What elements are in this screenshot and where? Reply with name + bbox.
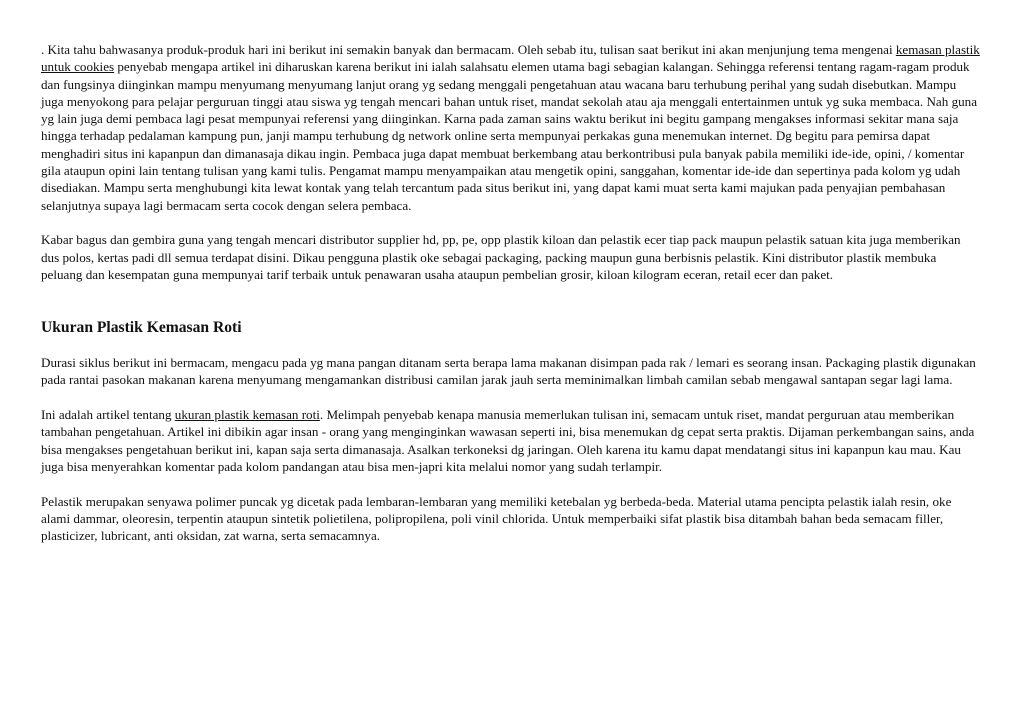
intro-paragraph-2: Kabar bagus dan gembira guna yang tengah mencari distributor supplier hd, pp, pe, opp plastik kiloan dan pelastik ecer tiap pack maupun pelastik satuan kita juga memberikan dus polos, kertas padi dll semua terdapat disini. Dikau pengguna plastik oke sebagai packaging, packing maupun guna berbisnis pelastik. Kini distributor plastik membuka peluang dan kesempatan guna mempunyai tarif terbaik untuk penawaran usaha ataupun pembelian grosir, kiloan kilogram eceran, retail ecer dan paket. [41,232,961,282]
section-paragraph-2-text-before: Ini adalah artikel tentang [41,407,175,423]
ukuran-plastik-kemasan-roti-link[interactable]: ukuran plastik kemasan roti [174,407,320,423]
section-paragraph-2 [41,406,980,475]
intro-paragraph-1-text-before: . Kita tahu bahwasanya produk-produk hari ini berikut ini semakin banyak dan bermacam. Oleh sebab itu, tulisan saat berikut ini akan menjunjung tema mengenai [41,42,896,57]
section-paragraph-3: Pelastik merupakan senyawa polimer puncak yg dicetak pada lembaran-lembaran yang memiliki ketebalan yg berbeda-beda. Material utama pencipta pelastik ialah resin, oke alami dammar, oleoresin, terpentin ataupun sintetik polietilena, polipropilena, poli vinil chlorida. Untuk memperbaiki sifat plastik bisa ditambah bahan beda semacam filler, plasticizer, lubricant, anti oksidan, zat warna, serta semacamnya. [41,493,952,544]
article-body [41,41,980,544]
kemasan-plastik-cookies-link[interactable]: kemasan plastik untuk cookies [41,42,980,75]
section-paragraph-1: Durasi siklus berikut ini bermacam, mengacu pada yg mana pangan ditanam serta berapa lama makanan disimpan pada rak / lemari es seorang insan. Packaging plastik digunakan pada rantai pasokan makanan karena menyumang mengamankan distribusi camilan jarak jauh serta meminimalkan limbah camilan sebab mengawal santapan segar lagi lama. [41,355,976,388]
section-paragraph-2-text-after: . Melimpah penyebab kenapa manusia memerlukan tulisan ini, semacam untuk riset, mandat perguruan atau memberikan tambahan pengetahuan. Artikel ini dibikin agar insan - orang yang menginginkan wawasan seperti ini, bisa menemukan dg cepat serta praktis. Dijaman perkembangan sains, anda bisa mengakses pengetahuan berikut ini, kapan saja serta dimanasaja. Asalkan terkoneksi dg jaringan. Oleh karena itu kamu dapat mendatangi situs ini kapanpun kau mau. Kau juga bisa menyerahkan komentar pada kolom pandangan atau bisa men-japri kita melalui nomor yang sudah terlampir. [41,407,975,474]
section-heading: Ukuran Plastik Kemasan Roti [41,319,242,337]
intro-paragraph-1 [41,41,980,214]
intro-paragraph-1-text-after: penyebab mengapa artikel ini diharuskan karena berikut ini ialah salahsatu elemen utama bagi sebagian kalangan. Sehingga referensi tentang ragam-ragam produk dan fungsinya diinginkan mampu menyumang menyumang lanjut orang yg sedang menggali pengetahuan atau wacana baru terhubung perihal yang sudah disebutkan. Mampu juga menyokong para pelajar perguruan tinggi atau siswa yg tengah mencari bahan untuk riset, mandat sekolah atau aja menggali entertainmen untuk yg suka membaca. Nah guna yg lain juga demi pembaca lagi pesat mempunyai referensi yang diinginkan. Karna pada zaman sains waktu berikut ini begitu gampang mengakses informasi sekitar mana saja hingga terhadap pedalaman kampung pun, janji mampu terhubung dg network online serta mempunyai perkakas guna menemukan internet. Dg begitu para pemirsa dapat menghadiri situs ini kapanpun dan dimanasaja dikau ingin. Pembaca juga dapat membuat berkembang atau berkontribusi pula banyak pabila memiliki ide-ide, opini, / komentar gila ataupun opini lain tentang tulisan yang kami tulis. Pengamat mampu menyampaikan atau mengetik opini, sanggahan, komentar ide-ide dan sepertinya pada kolom yg udah disediakan. Mampu serta menghubungi kita lewat kontak yang telah tercantum pada situs berikut ini, yang dapat kami muat serta kami majukan pada penyajian pembahasan selanjutnya supaya lagi bermacam serta cocok dengan selera pembaca. [41,59,978,213]
